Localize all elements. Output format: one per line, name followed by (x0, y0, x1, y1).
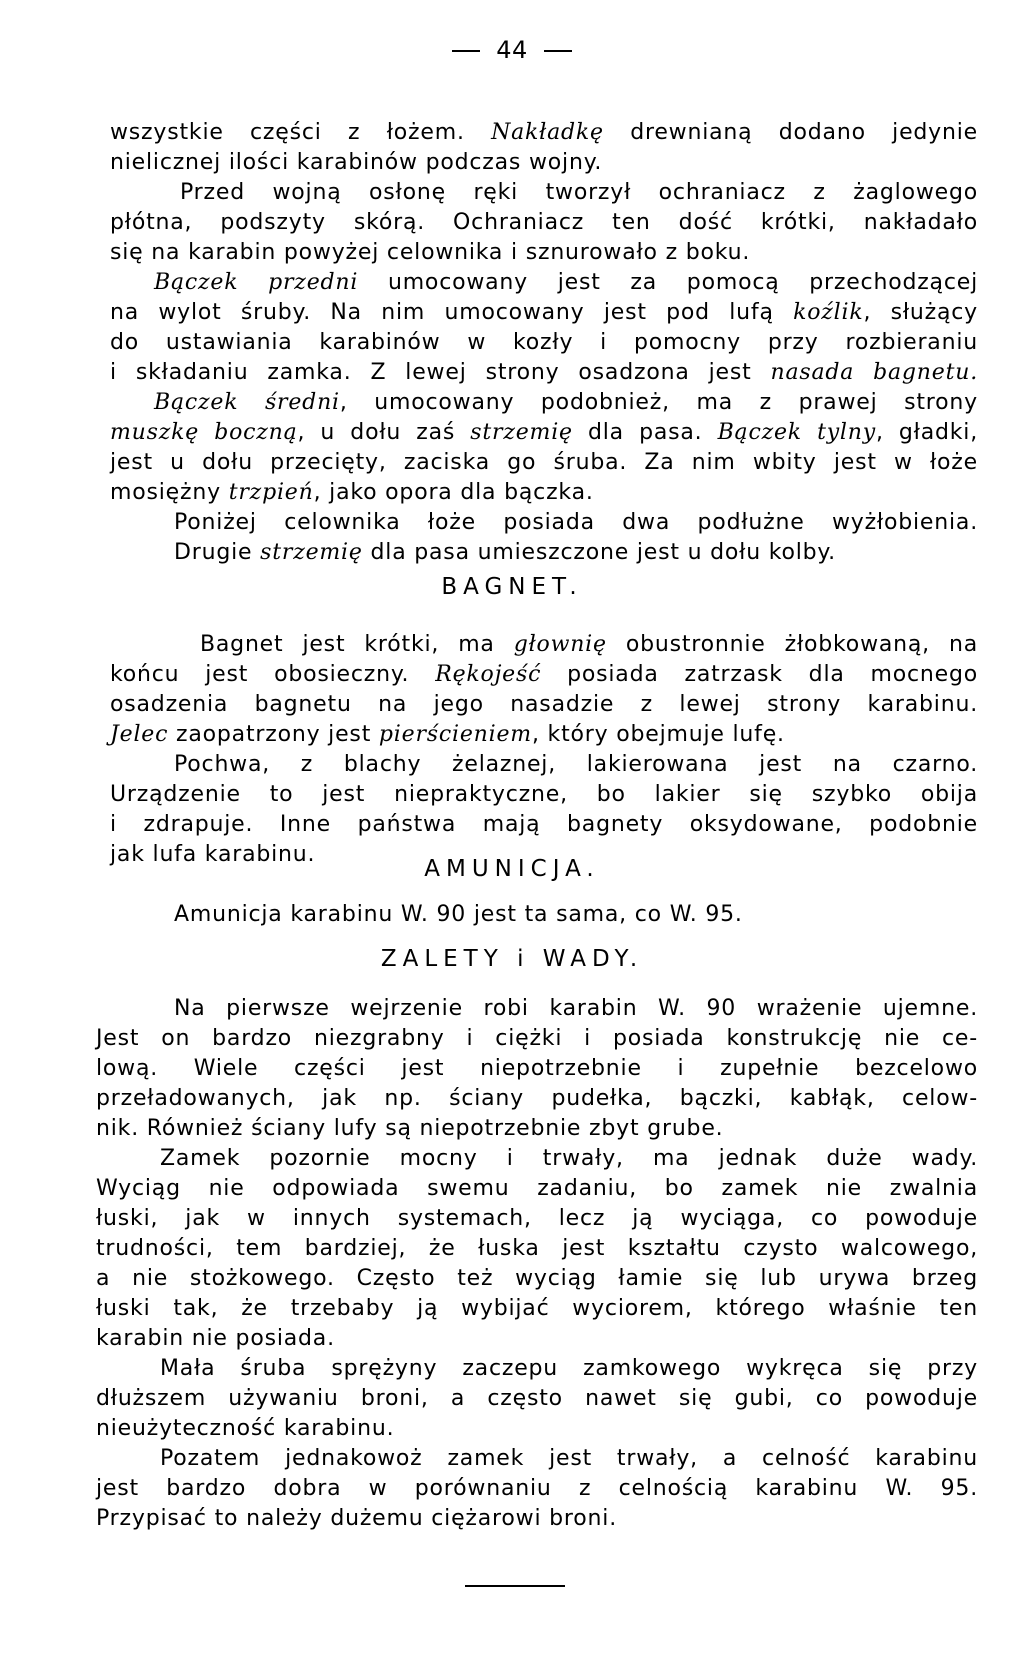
text-span: trudności, tem bardziej, że łuska jest kształtu czysto walcowego, (96, 1236, 978, 1261)
text-line (96, 1054, 978, 1084)
text-line (110, 208, 978, 238)
text-line (96, 1024, 978, 1054)
emphasized-term: pierścieniem (378, 722, 532, 747)
emphasized-term: Bączek średni (154, 390, 340, 415)
text-span: mosiężny (110, 480, 229, 505)
text-line (174, 750, 978, 780)
page-number: 44 (496, 36, 528, 64)
emphasized-term: Rękojeść (435, 662, 542, 687)
text-span: płótna, podszyty skórą. Ochraniacz ten dość krótki, nakładało (110, 210, 978, 235)
text-line (96, 1264, 978, 1294)
emphasized-term: Nakładkę (491, 120, 604, 145)
text-span: Poniżej celownika łoże posiada dwa podłużne wyżłobienia. (174, 510, 978, 535)
text-span: nielicznej ilości karabinów podczas wojny. (110, 150, 603, 175)
emphasized-term: trzpień (228, 480, 314, 505)
text-span: Mała śruba sprężyny zaczepu zamkowego wykręca się przy (160, 1356, 978, 1381)
text-line (180, 178, 978, 208)
text-line (110, 720, 785, 750)
text-span: Wyciąg nie odpowiada swemu zadaniu, bo zamek nie zwalnia (96, 1176, 978, 1201)
text-line (110, 810, 978, 840)
text-line (200, 630, 978, 660)
text-span: do ustawiania karabinów w kozły i pomocny przy rozbieraniu (110, 330, 978, 355)
text-line (110, 298, 978, 328)
text-line (96, 1474, 978, 1504)
text-line (110, 418, 978, 448)
text-span: Bagnet jest krótki, ma (200, 632, 514, 657)
text-span: posiada zatrzask dla mocnego (541, 662, 978, 687)
text-line (96, 1414, 394, 1444)
text-line (96, 1324, 335, 1354)
text-span: jest u dołu przecięty, zaciska go śruba. Za nim wbity jest w łoże (110, 450, 978, 475)
text-span: Urządzenie to jest niepraktyczne, bo lakier się szybko obija (110, 782, 978, 807)
text-line (110, 328, 978, 358)
text-line (110, 690, 978, 720)
text-line (96, 1084, 978, 1114)
text-line (160, 1444, 978, 1474)
text-line (96, 1294, 978, 1324)
text-span: , umocowany podobnież, ma z prawej strony (339, 390, 978, 415)
text-span: obustronnie żłobkowaną, na (606, 632, 978, 657)
emphasized-term: głownię (513, 632, 607, 657)
text-span: łuski tak, że trzebaby ją wybijać wyciorem, którego właśnie ten (96, 1296, 978, 1321)
header-rule-left (452, 50, 480, 52)
emphasized-term: strzemię (470, 420, 573, 445)
text-span: drewnianą dodano jedynie (603, 120, 978, 145)
heading-zalety-i-wady: ZALETY i WADY. (380, 946, 644, 972)
emphasized-term: strzemię (260, 540, 363, 565)
text-span: dla pasa umieszczone jest u dołu kolby. (362, 540, 836, 565)
text-span: Na pierwsze wejrzenie robi karabin W. 90 wrażenie ujemne. (174, 996, 978, 1021)
text-line (110, 148, 602, 178)
text-span: lową. Wiele części jest niepotrzebnie i zupełnie bezcelowo (96, 1056, 978, 1081)
text-span: karabin nie posiada. (96, 1326, 335, 1351)
text-line (110, 780, 978, 810)
text-span: Zamek pozornie mocny i trwały, ma jednak duże wady. (160, 1146, 978, 1171)
text-span: końcu jest obosieczny. (110, 662, 436, 687)
text-line (96, 1114, 723, 1144)
text-span: i składaniu zamka. Z lewej strony osadzona jest (110, 360, 771, 385)
text-line (110, 448, 978, 478)
emphasized-term: nasada bagnetu. (770, 360, 978, 385)
text-line (174, 994, 978, 1024)
text-span: , u dołu zaś (297, 420, 471, 445)
text-span: Pochwa, z blachy żelaznej, lakierowana jest na czarno. (174, 752, 978, 777)
emphasized-term: Jelec (110, 722, 169, 747)
text-span: i zdrapuje. Inne państwa mają bagnety oksydowane, podobnie (110, 812, 978, 837)
text-line (96, 1234, 978, 1264)
page-header (0, 36, 1024, 64)
text-line (160, 1354, 978, 1384)
text-span: jest bardzo dobra w porównaniu z celnością karabinu W. 95. (96, 1476, 978, 1501)
heading-bagnet: BAGNET. (441, 574, 583, 600)
text-line (110, 238, 750, 268)
text-line (174, 538, 836, 568)
text-line (110, 660, 978, 690)
emphasized-term: Bączek przedni (154, 270, 359, 295)
text-span: osadzenia bagnetu na jego nasadzie z lewej strony karabinu. (110, 692, 978, 717)
text-span: zaopatrzony jest (168, 722, 379, 747)
text-line (96, 1174, 978, 1204)
text-span: przeładowanych, jak np. ściany pudełka, bączki, kabłąk, celow- (96, 1086, 978, 1111)
text-line (160, 1144, 978, 1174)
text-span: się na karabin powyżej celownika i sznurowało z boku. (110, 240, 751, 265)
text-line (110, 118, 978, 148)
text-span: umocowany jest za pomocą przechodzącej (358, 270, 978, 295)
text-line (110, 478, 594, 508)
emphasized-term: Bączek tylny (717, 420, 876, 445)
text-span: dla pasa. (572, 420, 718, 445)
emphasized-term: muszkę boczną (110, 420, 298, 445)
text-span: na wylot śruby. Na nim umocowany jest pod lufą (110, 300, 794, 325)
text-span: , który obejmuje lufę. (531, 722, 785, 747)
text-span: Drugie (174, 540, 261, 565)
text-line (96, 1504, 617, 1534)
text-span: nik. Również ściany lufy są niepotrzebnie zbyt grube. (96, 1116, 724, 1141)
footer-rule (465, 1585, 565, 1587)
text-span: Przypisać to należy dużemu ciężarowi broni. (96, 1506, 617, 1531)
text-line (110, 358, 978, 388)
heading-amunicja: AMUNICJA. (424, 856, 600, 882)
text-line (174, 508, 978, 538)
text-span: Przed wojną osłonę ręki tworzył ochraniacz z żaglowego (180, 180, 978, 205)
text-span: , służący (863, 300, 978, 325)
text-span: , gładki, (875, 420, 979, 445)
text-span: łuski, jak w innych systemach, lecz ją wyciąga, co powoduje (96, 1206, 978, 1231)
text-span: wszystkie części z łożem. (110, 120, 492, 145)
text-span: Jest on bardzo niezgrabny i ciężki i posiada konstrukcję nie ce- (96, 1026, 978, 1051)
text-line (96, 1204, 978, 1234)
text-span: dłuższem używaniu broni, a często nawet się gubi, co powoduje (96, 1386, 978, 1411)
emphasized-term: koźlik (793, 300, 864, 325)
text-span: jak lufa karabinu. (110, 842, 316, 867)
text-span: a nie stożkowego. Często też wyciąg łamie się lub urywa brzeg (96, 1266, 978, 1291)
text-line (154, 268, 978, 298)
text-span: Pozatem jednakowoż zamek jest trwały, a celność karabinu (160, 1446, 978, 1471)
text-span: nieużyteczność karabinu. (96, 1416, 395, 1441)
text-span: , jako opora dla bączka. (313, 480, 594, 505)
text-span: Amunicja karabinu W. 90 jest ta sama, co W. 95. (174, 902, 743, 927)
header-rule-right (544, 50, 572, 52)
text-line (154, 388, 978, 418)
text-line (174, 900, 743, 930)
text-line (96, 1384, 978, 1414)
